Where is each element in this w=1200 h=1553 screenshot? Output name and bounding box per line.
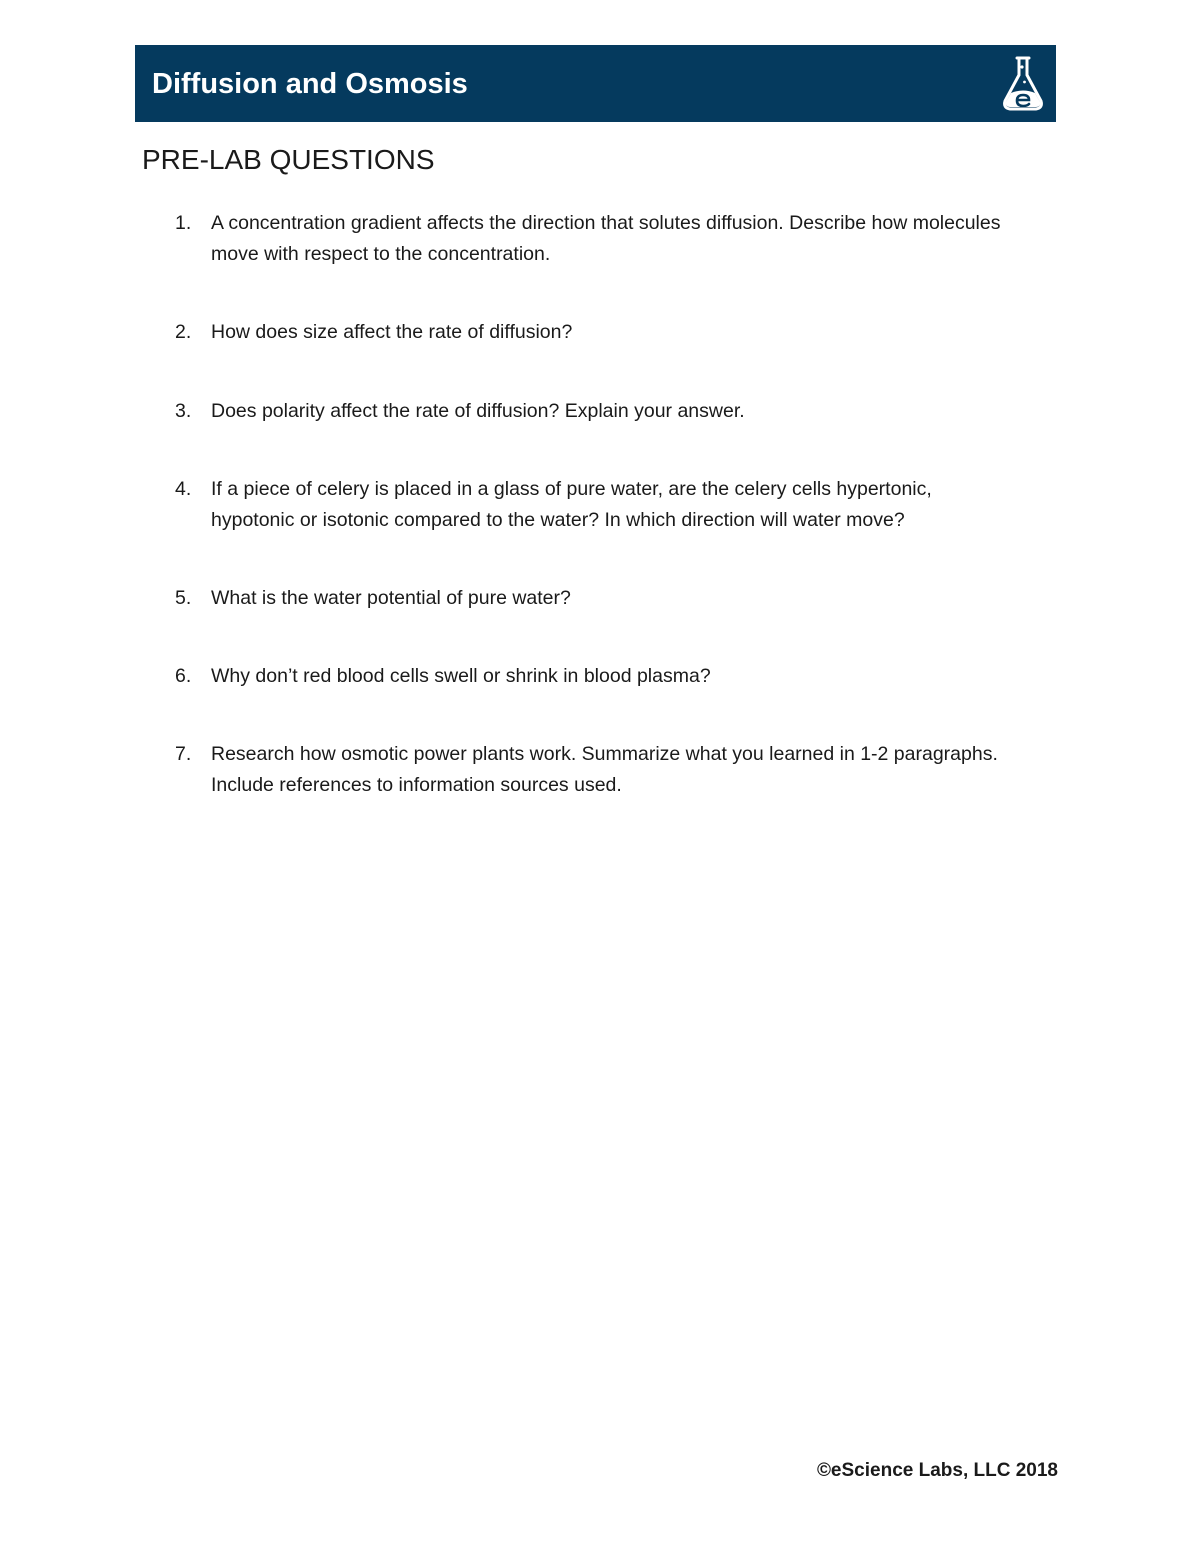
question-text: How does size affect the rate of diffusion?: [211, 321, 573, 343]
question-text: If a piece of celery is placed in a glass of pure water, are the celery cells hypertonic, hypotonic or isotonic compared to the water? In which direction will water move?: [211, 478, 932, 531]
question-text: A concentration gradient affects the direction that solutes diffusion. Describe how molecules move with respect to the concentration.: [211, 212, 1001, 265]
question-number: 4.: [175, 478, 192, 500]
question-text: Why don’t red blood cells swell or shrink in blood plasma?: [211, 665, 711, 687]
question-number: 2.: [175, 321, 192, 343]
question-number: 1.: [175, 212, 192, 234]
question-number: 5.: [175, 587, 192, 609]
header-banner: [135, 45, 1056, 122]
question-number: 6.: [175, 665, 192, 687]
question-text: Research how osmotic power plants work. Summarize what you learned in 1-2 paragraphs. Include references to information sources used.: [211, 743, 998, 796]
question-text: What is the water potential of pure water?: [211, 587, 571, 609]
question-text: Does polarity affect the rate of diffusion? Explain your answer.: [211, 400, 745, 422]
document-title: Diffusion and Osmosis: [152, 68, 468, 100]
copyright-notice: ©eScience Labs, LLC 2018: [816, 1460, 1058, 1481]
section-heading: PRE-LAB QUESTIONS: [142, 144, 435, 175]
flask-e-logo-icon: [1000, 55, 1046, 113]
question-number: 7.: [175, 743, 192, 765]
question-number: 3.: [175, 400, 192, 422]
